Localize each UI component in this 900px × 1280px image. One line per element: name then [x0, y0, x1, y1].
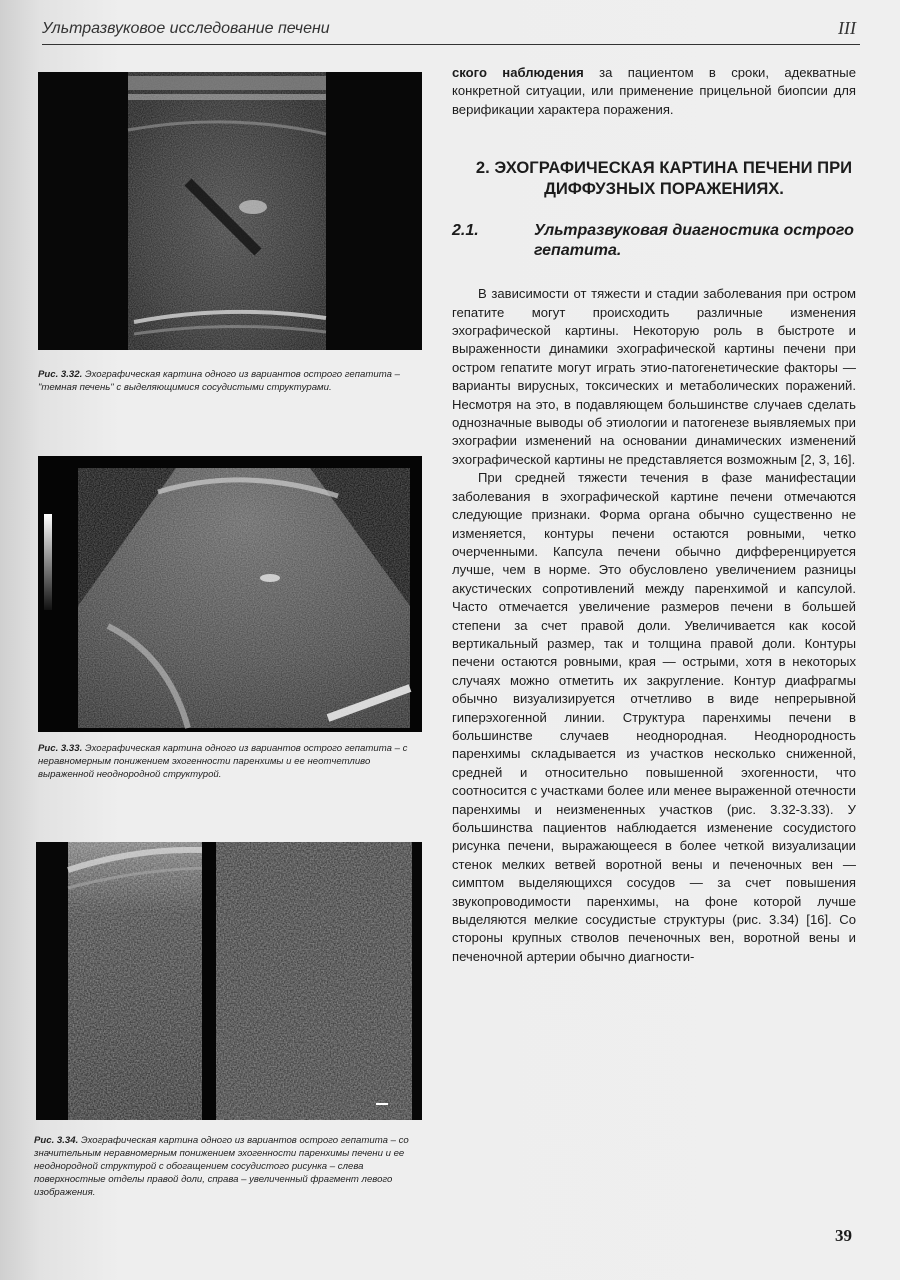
figure-number: Рис. 3.33. [38, 743, 83, 754]
subsection-number: 2.1. [452, 222, 479, 240]
main-text-column [452, 64, 856, 966]
figure-3-34-caption [34, 1134, 421, 1199]
section-number: III [838, 18, 856, 38]
intro-paragraph [452, 64, 856, 119]
figure-caption-text: Эхографическая картина одного из вариантов острого гепатита – с неравномерным понижением эхогенности паренхимы и ее неотчетливо выраженной неоднородной структурой. [38, 743, 408, 780]
intro-text: за пациентом в сроки, адекватные конкретной ситуации, или применение прицельной биопсии для верификации характера поражения. [452, 65, 856, 117]
subsection-title: Ультразвуковая диагностика острого гепатита. [534, 222, 854, 260]
figure-3-32-image [38, 72, 422, 350]
chapter-heading: 2. ЭХОГРАФИЧЕСКАЯ КАРТИНА ПЕЧЕНИ ПРИ ДИФФУЗНЫХ ПОРАЖЕНИЯХ. [475, 158, 853, 199]
figure-3-33-caption [38, 742, 423, 781]
page-number: 39 [835, 1226, 852, 1245]
figure-number: Рис. 3.34. [34, 1135, 79, 1146]
figure-caption-text: Эхографическая картина одного из вариантов острого гепатита – со значительным неравномерным понижением эхогенности паренхимы печени и ее неоднородной структурой с обогащением сосудистого рисунка – слева поверхностные отделы правой доли, справа – увеличенный фрагмент левого изображения. [34, 1135, 409, 1198]
figure-caption-text: Эхографическая картина одного из вариантов острого гепатита – "темная печень" с выделяющимися сосудистыми структурами. [38, 369, 400, 393]
body-paragraph-2: При средней тяжести течения в фазе манифестации заболевания в эхографической картине печени отмечаются следующие признаки. Форма органа обычно существенно не изменяется, контуры печени остаются ровными, четко очерченными. Капсула печени обычно дифференцируется лучше, чем в норме. Это обусловлено увеличением разницы акустических сопротивлений между паренхимой и капсулой. Часто отмечается увеличение размеров печени в большей степени за счет правой доли. Увеличивается как косой вертикальный размер, так и толщина правой доли. Контуры печени остаются ровными, края — острыми, хотя в некоторых случаях можно отметить их закругление. Контур диафрагмы обычно визуализируется отчетливо в виде непрерывной гиперэхогенной линии. Структура паренхимы печени в большинстве случаев неоднородная. Неоднородность паренхимы складывается из участков несколько сниженной, средней и относительно повышенной эхогенности, что соотносится с участками более или менее выраженной отечности паренхимы и неизмененных участков (рис. 3.32-3.33). У большинства пациентов наблюдается изменение сосудистого рисунка печени, выражающееся в более четкой визуализации стенок мелких ветвей воротной вены и печеночных вен — симптом выделяющихся сосудов — за счет повышения звукопроводимости паренхимы, на фоне которой лучше выделяются мелкие сосудистые структуры (рис. 3.34) [16]. Со стороны крупных стволов печеночных вен, воротной вены и печеночной артерии обычно диагности- [452, 470, 856, 964]
figure-3-34-image [36, 842, 422, 1120]
intro-bold-text: ского наблюдения [452, 65, 584, 80]
running-title: Ультразвуковое исследование печени [42, 20, 330, 37]
figure-3-32-caption [38, 368, 423, 394]
figure-number: Рис. 3.32. [38, 369, 83, 380]
body-paragraph-1: В зависимости от тяжести и стадии заболевания при остром гепатите могут происходить различные изменения эхографической картины. Некоторую роль в быстроте и выраженности динамики эхографической картины печени при остром гепатите могут играть этио-патогенетические факторы — варианты вирусных, токсических и метаболических поражений. Несмотря на это, в подавляющем большинстве случаев сделать однозначные выводы об этиологии и патогенезе выявляемых при эхографии изменений на основании динамических изменений эхографической картины не представляется возможным [2, 3, 16]. [452, 286, 856, 467]
figure-3-33-image [38, 456, 422, 732]
subsection-heading [452, 221, 856, 261]
running-header [42, 18, 860, 45]
